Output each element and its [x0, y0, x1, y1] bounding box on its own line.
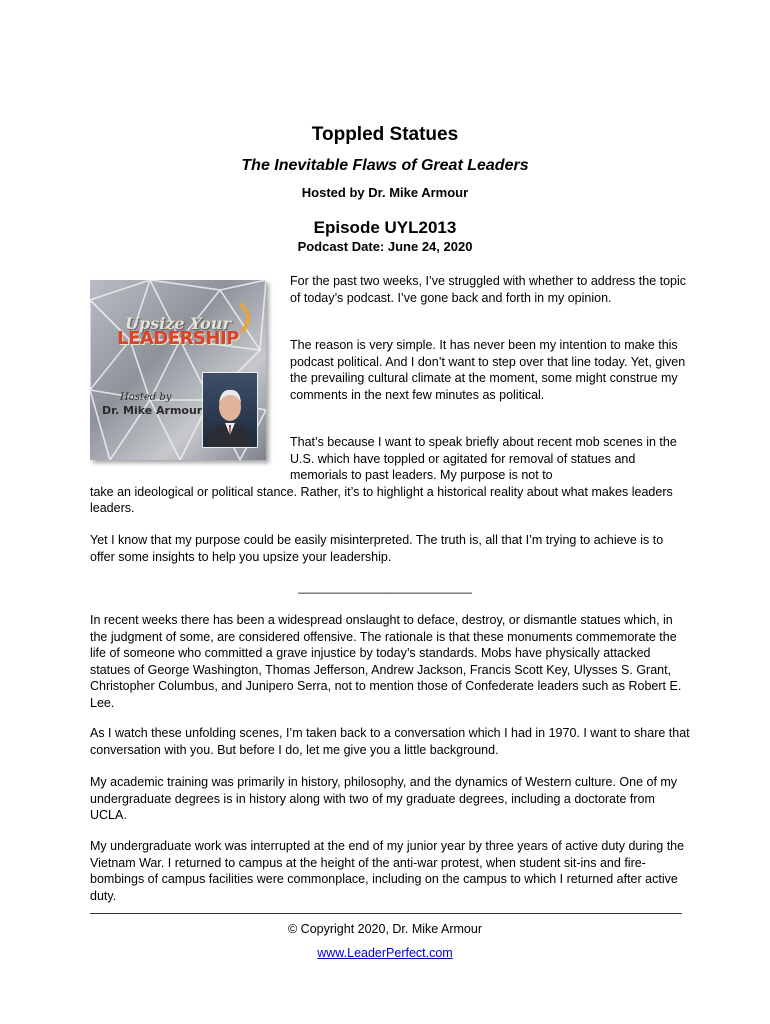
host-line: Hosted by Dr. Mike Armour [301, 185, 469, 200]
copyright-notice: © Copyright 2020, Dr. Mike Armour [287, 922, 482, 936]
document-subtitle: The Inevitable Flaws of Great Leaders [241, 157, 529, 174]
paragraph-6: As I watch these unfolding scenes, I’m taken back to a conversation which I had in 1970. I want to share that conversation with you. But before I do, let me give you a little background. [90, 726, 690, 757]
document-title: Toppled Statues [311, 124, 459, 145]
podcast-date: Podcast Date: June 24, 2020 [297, 239, 473, 254]
paragraph-1: For the past two weeks, I’ve struggled with whether to address the topic of today’s podcast. I’ve gone back and forth in my opinion. [290, 274, 687, 305]
website-link[interactable]: www.LeaderPerfect.com [317, 946, 453, 960]
section-divider: __________________________ [298, 580, 472, 594]
footer-rule [90, 913, 682, 914]
paragraph-7: My academic training was primarily in history, philosophy, and the dynamics of Western culture. One of my undergraduate degrees is in history along with two of my graduate degrees, including a doctorate from UCLA. [90, 775, 678, 822]
paragraph-3-indented: That’s because I want to speak briefly about recent mob scenes in the U.S. which have toppled or agitated for removal of statues and memorials to past leaders. My purpose is not to [290, 435, 677, 482]
paragraph-4: Yet I know that my purpose could be easily misinterpreted. The truth is, all that I’m trying to achieve is to offer some insights to help you upsize your leadership. [90, 533, 664, 564]
paragraph-5: In recent weeks there has been a widespread onslaught to deface, destroy, or dismantle statues which, in the judgment of some, are considered offensive. The rationale is that these monuments commemorate the life of someone who committed a grave injustice by today’s standards. Mobs have physically attacked statues of George Washington, Thomas Jefferson, Andrew Jackson, Francis Scott Key, Ulysses S. Grant, Christopher Columbus, and Junipero Serra, not to mention those of Confederate leaders such as Robert E. Lee. [90, 613, 682, 710]
episode-number: Episode UYL2013 [313, 218, 457, 237]
paragraph-2: The reason is very simple. It has never been my intention to make this podcast political. And I don’t want to step over that line today. Yet, given the prevailing cultural climate at the moment, some might construe my comments in the next few minutes as political. [290, 338, 686, 402]
paragraph-3-rest: take an ideological or political stance. Rather, it’s to highlight a historical reality about what makes leaders leaders. [90, 484, 673, 515]
cover-hosted-label: Hosted by [120, 392, 172, 403]
podcast-cover-image [90, 280, 266, 460]
cover-host-name: Dr. Mike Armour [102, 404, 203, 417]
paragraph-8: My undergraduate work was interrupted at the end of my junior year by three years of active duty during the Vietnam War. I returned to campus at the height of the anti-war protest, when student sit-ins and fire-bombings of campus facilities were commonplace, including on the campus to which I returned after active duty. [90, 839, 685, 903]
cover-logo-line1: Upsize Your [125, 314, 231, 333]
paragraph-3 [90, 434, 690, 517]
cover-logo-line2: LEADERSHIP [117, 328, 239, 349]
